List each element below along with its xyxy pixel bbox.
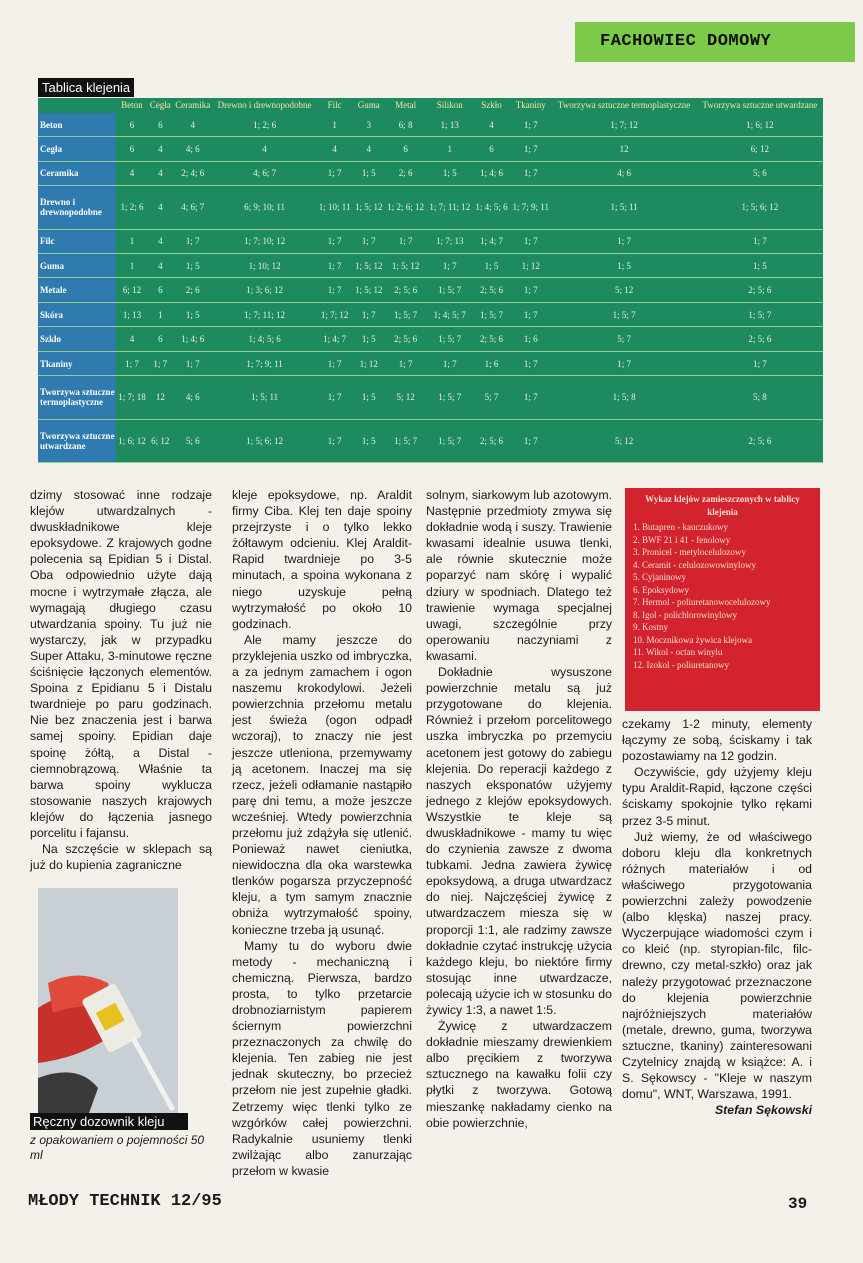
paragraph: Mamy tu do wyboru dwie metody - mechaniczną i chemiczną. Pierwsza, bardzo prosta, to tylko przetarcie drobnoziarnistym papierem ściernym powierzchni przeznaczonych za chwilę do klejenia. Ten zabieg nie jest jednak skuteczny, bo przecież przełom nie jest zupełnie gładki. Zetrzemy więc tlenki tylko ze wzgórków całej powierzchni. Radykalnie usuniemy tlenki zwilżając albo zanurzając przełom w kwasie: [232, 938, 412, 1178]
table-cell: 1; 7: [316, 253, 352, 277]
table-cell: 1; 4; 6: [173, 327, 213, 351]
table-cell: 1; 4; 5; 6: [473, 186, 510, 229]
dispenser-illustration: [38, 888, 178, 1116]
table-cell: 1; 7; 9; 11: [213, 351, 317, 375]
magazine-footer: MŁODY TECHNIK 12/95: [28, 1192, 222, 1211]
table-cell: 1; 5; 6; 12: [697, 186, 823, 229]
table-cell: 1; 5; 6; 12: [213, 419, 317, 462]
table-cell: 5; 8: [697, 376, 823, 419]
table-cell: 1; 7: [697, 351, 823, 375]
table-cell: 1; 13: [427, 113, 473, 137]
table-cell: 1; 5: [427, 161, 473, 185]
table-cell: 1; 7: [510, 351, 552, 375]
column-header: Tworzywa sztuczne termoplastyczne: [557, 100, 691, 110]
table-cell: 1; 5; 11: [213, 376, 317, 419]
table-cell: 1; 4; 6: [473, 161, 510, 185]
table-cell: 1; 7: [173, 351, 213, 375]
column-header: Cegła: [149, 100, 171, 110]
row-header: Metale: [38, 278, 116, 302]
table-cell: 2; 4; 6: [173, 161, 213, 185]
table-cell: 6: [385, 137, 427, 161]
table-cell: 1; 3; 6; 12: [213, 278, 317, 302]
table-cell: 4; 6: [552, 161, 697, 185]
legend-item: 12. Izokol - poliuretanowy: [633, 659, 729, 670]
table-cell: 1; 7; 11; 12: [213, 302, 317, 326]
article-author: Stefan Sękowski: [714, 1103, 812, 1118]
paragraph: Żywicę z utwardzaczem dokładnie mieszamy drewienkiem albo pręcikiem z tworzywa sztucznego na kawałku folii czy płytki z tworzywa. Gotową mieszankę nakładamy cienko na obie powierzchnie,: [426, 1019, 612, 1130]
table-cell: 1; 7; 10; 12: [213, 229, 317, 253]
table-cell: 5; 7: [473, 376, 510, 419]
row-header: Cegła: [38, 137, 116, 161]
table-cell: 1; 7: [427, 351, 473, 375]
table-cell: 1; 7: [427, 253, 473, 277]
legend-item: 11. Wikol - octan winylu: [633, 647, 723, 657]
table-cell: 6; 12: [116, 278, 148, 302]
row-header: Ceramika: [38, 161, 116, 185]
glue-legend-box: [625, 488, 820, 711]
legend-title: Wykaz klejów zamieszczonych w tablicy klejenia: [645, 494, 800, 517]
table-cell: 4: [316, 137, 352, 161]
table-cell: 5; 7: [552, 327, 697, 351]
table-cell: 1; 7: [353, 229, 385, 253]
table-cell: 4: [116, 161, 148, 185]
column-header: Szkło: [481, 100, 502, 110]
table-row: [38, 186, 823, 229]
table-cell: 1; 7; 18: [116, 376, 148, 419]
table-cell: 1; 5; 7: [385, 419, 427, 462]
table-cell: 1; 5; 12: [385, 253, 427, 277]
column-header: Tworzywa sztuczne utwardzane: [702, 100, 818, 110]
table-cell: 1; 5; 8: [552, 376, 697, 419]
table-cell: 1; 7: [353, 302, 385, 326]
text-column-3: [426, 487, 612, 1131]
column-header: Drewno i drewnopodobne: [217, 100, 312, 110]
column-header: Ceramika: [175, 100, 211, 110]
table-cell: 4: [353, 137, 385, 161]
table-cell: 1; 7: [116, 351, 148, 375]
table-cell: 1: [427, 137, 473, 161]
paragraph: czekamy 1-2 minuty, elementy łączymy ze sobą, ściskamy i tak pozostawiamy na 12 godzin.: [622, 717, 812, 764]
legend-item: 7. Hermol - poliuretanowocelulozowy: [633, 597, 771, 607]
table-cell: 2; 5; 6: [697, 327, 823, 351]
table-row: [38, 376, 823, 419]
table-cell: 1; 13: [116, 302, 148, 326]
table-cell: 1; 7: [510, 113, 552, 137]
table-cell: 1; 10; 12: [213, 253, 317, 277]
table-cell: 1: [116, 253, 148, 277]
table-cell: 1; 7: [385, 229, 427, 253]
table-cell: 2; 5; 6: [473, 419, 510, 462]
table-cell: 6: [116, 113, 148, 137]
paragraph: Ale mamy jeszcze do przyklejenia uszko od imbryczka, a za jednym zamachem i ogon naszemu krokodylowi. Jeżeli powierzchnia przełomu metalu jest świeża (ogon odpadł wczoraj), to znaczy nie jest jeszcze utleniona, przemywamy ją acetonem. Inaczej ma się rzecz, jeżeli odłamanie nastąpiło parę dni temu, a może jeszcze wcześniej. Wtedy powierzchnia przełomu już zdążyła się utlenić. Ponieważ nawet cieniutka, niewidoczna dla oka warstewka tlenków pogarsza przyczepność kleju, a tym samym znacznie obniża wytrzymałość spoiny, konieczne trzeba ją usunąć.: [232, 632, 412, 937]
table-cell: 1; 7: [316, 161, 352, 185]
table-cell: 1; 12: [510, 253, 552, 277]
table-cell: 6: [148, 278, 173, 302]
table-cell: 1; 5: [353, 161, 385, 185]
table-cell: 1; 7: [510, 419, 552, 462]
legend-item: 5. Cyjaninowy: [633, 572, 686, 582]
table-cell: 2; 5; 6: [473, 278, 510, 302]
column-header: Filc: [327, 100, 342, 110]
table-cell: 1; 5; 12: [353, 186, 385, 229]
table-row: [38, 327, 823, 351]
table-cell: 1; 7: [148, 351, 173, 375]
table-cell: 1; 7: [510, 161, 552, 185]
table-cell: 1; 5: [173, 302, 213, 326]
table-cell: 1; 5: [353, 327, 385, 351]
table-cell: 1: [116, 229, 148, 253]
table-cell: 1; 4; 5; 6: [213, 327, 317, 351]
glue-table: [38, 98, 823, 463]
table-cell: 1; 6: [473, 351, 510, 375]
table-row: [38, 278, 823, 302]
table-cell: 1; 4; 5; 7: [427, 302, 473, 326]
table-cell: 1; 7: [552, 229, 697, 253]
legend-item: 9. Kostny: [633, 622, 669, 632]
table-cell: 4: [148, 229, 173, 253]
table-row: [38, 137, 823, 161]
section-title: FACHOWIEC DOMOWY: [600, 32, 772, 51]
table-row: [38, 253, 823, 277]
table-cell: 1; 6; 12: [116, 419, 148, 462]
row-header: Beton: [38, 113, 116, 137]
column-header: Metal: [395, 100, 417, 110]
table-cell: 1; 7; 11; 12: [427, 186, 473, 229]
legend-item: 1. Butapren - kauczukowy: [633, 522, 728, 532]
row-header: Skóra: [38, 302, 116, 326]
legend-item: 6. Epoksydowy: [633, 584, 689, 595]
table-cell: 1: [148, 302, 173, 326]
row-header: Drewno i drewnopodobne: [38, 186, 116, 229]
row-header: Tkaniny: [38, 351, 116, 375]
table-cell: 1; 5; 7: [552, 302, 697, 326]
row-header: Tworzywa sztuczne termoplastyczne: [38, 376, 116, 419]
paragraph: Na szczęście w sklepach są już do kupienia zagraniczne: [30, 842, 212, 873]
table-cell: 1; 7; 12: [552, 113, 697, 137]
table-cell: 1; 10; 11: [316, 186, 352, 229]
table-cell: 1; 2; 6; 12: [385, 186, 427, 229]
row-header: Tworzywa sztuczne utwardzane: [38, 419, 116, 462]
paragraph: Oczywiście, gdy użyjemy kleju typu Araldit-Rapid, łączone części ściskamy spokojnie tylko rękami przez 3-5 minut.: [622, 765, 812, 828]
table-cell: 1; 6: [510, 327, 552, 351]
table-cell: 1: [316, 113, 352, 137]
table-cell: 4; 6; 7: [173, 186, 213, 229]
paragraph: Dokładnie wysuszone powierzchnie metalu są już przygotowane do klejenia. Również i przełom porcelitowego uszka imbryczka po przemyciu acetonem jest gotowy do zabiegu klejenia. Do reperacji każdego z naszych eksponatów użyjemy jednego z klejów epoksydowych. Wszystkie te kleje są dwuskładnikowe - mamy tu więc do czynienia zawsze z dwoma tubkami. Jedna zawiera żywicę epoksydową, a druga utwardzacz do niej. Najczęściej żywicę z utwardzaczem miesza się w proporcji 1:1, ale radzimy zawsze dokładnie czytać instrukcję użycia każdego kleju, bo niektóre firmy stosując inne utwardzacze, polecają użycie ich w stosunku do żywicy 1:3, a nawet 1:5.: [426, 665, 612, 1017]
table-row: [38, 351, 823, 375]
table-cell: 1; 5: [473, 253, 510, 277]
table-cell: 6; 9; 10; 11: [213, 186, 317, 229]
table-cell: 1; 5; 7: [427, 327, 473, 351]
table-cell: 1; 5: [353, 376, 385, 419]
paragraph: dzimy stosować inne rodzaje klejów utwardzalnych - dwuskładnikowe kleje epoksydowe. Z krajowych godne polecenia są Epidian 5 i Distal. Oba odpowiednio użyte dają mocne i wytrzymałe złącza, ale wymagają długiego czasu utwardzania spoiny. Tu już nie wystarczy, jak w przypadku Super Attaku, 3-minutowe ręczne ściśnięcie łączonych elementów. Spoina z Epidianu 5 i Distalu twardnieje po paru godzinach. Nie bez znaczenia jest i barwa samej spoiny. Epidian daje spoinę żółtą, a Distal - ciemnobrązową. Właśnie ta barwa spoiny wyklucza stosowanie naszych krajowych klejów do łączenia jasnego porcelitu i fajansu.: [30, 488, 212, 840]
table-cell: 6: [116, 137, 148, 161]
table-cell: 4: [148, 253, 173, 277]
table-cell: 1; 2; 6: [116, 186, 148, 229]
column-header: Tkaniny: [515, 100, 546, 110]
table-row: [38, 229, 823, 253]
table-cell: 2; 5; 6: [385, 278, 427, 302]
table-header-row: [38, 98, 823, 113]
table-cell: 1; 7: [316, 229, 352, 253]
table-cell: 6: [148, 113, 173, 137]
table-cell: 1; 7: [316, 419, 352, 462]
table-cell: 12: [148, 376, 173, 419]
table-cell: 1; 5: [353, 419, 385, 462]
paragraph: solnym, siarkowym lub azotowym. Następnie przedmioty zmywa się dokładnie wodą i suszy. Trawienie kwasami idealnie usuwa tlenki, ale równie skutecznie może poparzyć nam skórę i wypalić dziury w spodniach. Dlatego też trawienie wymaga specjalnej uwagi, szczególnie przy operowaniu naczyniami z kwasami.: [426, 488, 612, 663]
table-cell: 1; 7: [510, 376, 552, 419]
table-cell: 1; 5: [697, 253, 823, 277]
table-cell: 1; 7: [697, 229, 823, 253]
table-cell: 2; 5; 6: [697, 278, 823, 302]
table-cell: 1; 5; 7: [427, 278, 473, 302]
row-header: Filc: [38, 229, 116, 253]
table-cell: 5; 12: [385, 376, 427, 419]
table-row: [38, 419, 823, 462]
table-cell: 2; 5; 6: [697, 419, 823, 462]
table-cell: 1; 5; 12: [353, 253, 385, 277]
table-row: [38, 302, 823, 326]
table-cell: 4: [148, 186, 173, 229]
table-cell: 1; 7: [316, 376, 352, 419]
table-cell: 4: [148, 161, 173, 185]
table-cell: 1; 5; 7: [427, 419, 473, 462]
table-cell: 1; 4; 7: [316, 327, 352, 351]
table-cell: 5; 6: [173, 419, 213, 462]
table-cell: 4; 6: [173, 376, 213, 419]
table-cell: 1; 7: [552, 351, 697, 375]
table-cell: 1; 7: [510, 302, 552, 326]
photo-subcaption: z opakowaniem o pojemności 50 ml: [30, 1133, 205, 1162]
table-cell: 1; 5: [173, 253, 213, 277]
table-cell: 4; 6: [173, 137, 213, 161]
table-cell: 4: [173, 113, 213, 137]
text-column-2: [232, 487, 412, 1179]
glue-dispenser-photo: [38, 888, 178, 1116]
table-cell: 1; 7: [316, 278, 352, 302]
legend-item: 2. BWF 21 i 41 - fenolowy: [633, 534, 731, 545]
table-cell: 6; 12: [148, 419, 173, 462]
column-header: Beton: [121, 100, 143, 110]
table-cell: 4: [473, 113, 510, 137]
table-cell: 12: [552, 137, 697, 161]
table-cell: 2; 6: [173, 278, 213, 302]
table-cell: 2; 5; 6: [385, 327, 427, 351]
page-number: 39: [788, 1195, 808, 1213]
text-column-4: [622, 716, 812, 1118]
table-cell: 6: [148, 327, 173, 351]
table-cell: 5; 6: [697, 161, 823, 185]
table-cell: 3: [353, 113, 385, 137]
table-cell: 2; 6: [385, 161, 427, 185]
legend-item: 4. Ceramit - celulozowowinylowy: [633, 559, 756, 570]
column-header: Silikon: [436, 100, 463, 110]
legend-item: 3. Pronicel - metylocelulozowy: [633, 547, 746, 557]
table-cell: 1; 5; 12: [353, 278, 385, 302]
table-cell: 1; 2; 6: [213, 113, 317, 137]
table-cell: 1; 12: [353, 351, 385, 375]
legend-list: [633, 521, 812, 671]
table-cell: 4; 6; 7: [213, 161, 317, 185]
table-cell: 2; 5; 6: [473, 327, 510, 351]
table-cell: 4: [213, 137, 317, 161]
table-cell: 1; 5: [552, 253, 697, 277]
table-cell: 1; 6; 12: [697, 113, 823, 137]
table-cell: 6: [473, 137, 510, 161]
row-header: Szkło: [38, 327, 116, 351]
table-cell: 1; 5; 7: [385, 302, 427, 326]
table-row: [38, 161, 823, 185]
table-cell: 6; 8: [385, 113, 427, 137]
legend-item: 10. Mocznikowa żywica klejowa: [633, 634, 752, 645]
table-cell: 1; 7; 13: [427, 229, 473, 253]
table-cell: 1; 7: [510, 278, 552, 302]
table-cell: 1; 7: [173, 229, 213, 253]
table-cell: 5; 12: [552, 278, 697, 302]
table-cell: 1; 4; 7: [473, 229, 510, 253]
table-cell: 1; 7; 12: [316, 302, 352, 326]
legend-item: 8. Igol - polichlorowinylowy: [633, 609, 737, 620]
table-cell: 1; 7: [510, 137, 552, 161]
paragraph: Już wiemy, że od właściwego doboru kleju dla konkretnych różnych materiałów i od właściwego przygotowania powierzchni zależy powodzenie (albo klęska) naszej pracy. Wyczerpujące wiadomości czym i co kleić (np. styropian-filc, filc-drewno, czy metal-szkło) oraz jak należy przygotować przeznaczone do klejenia powierzchnie najróżniejszych materiałów (metale, drewno, guma, tworzywa sztuczne, tkaniny) zainteresowani Czytelnicy znajdą w książce: A. i S. Sękowscy - "Kleje w naszym domu", WNT, Warszawa, 1991.: [622, 829, 812, 1102]
text-column-1: [30, 487, 212, 873]
table-cell: 1; 7; 9; 11: [510, 186, 552, 229]
table-cell: 4: [116, 327, 148, 351]
table-cell: 1; 5; 7: [697, 302, 823, 326]
table-cell: 6; 12: [697, 137, 823, 161]
table-cell: 5; 12: [552, 419, 697, 462]
table-cell: 1; 7: [510, 229, 552, 253]
column-header: Guma: [357, 100, 380, 110]
row-header: Guma: [38, 253, 116, 277]
table-title: Tablica klejenia: [38, 78, 134, 97]
table-cell: 1; 5; 7: [473, 302, 510, 326]
table-cell: 1; 5; 11: [552, 186, 697, 229]
photo-caption: Ręczny dozownik kleju: [30, 1113, 188, 1130]
paragraph: kleje epoksydowe, np. Araldit firmy Ciba. Klej ten daje spoiny przejrzyste i o tylko lekko żółtawym odcieniu. Klej Araldit-Rapid twardnieje po 3-5 minutach, a spoina wykonana z niego uzyskuje pełną wytrzymałość po około 10 godzinach.: [232, 488, 412, 631]
table-row: [38, 113, 823, 137]
table-cell: 4: [148, 137, 173, 161]
table-cell: 1; 7: [316, 351, 352, 375]
table-cell: 1; 7: [385, 351, 427, 375]
table-cell: 1; 5; 7: [427, 376, 473, 419]
